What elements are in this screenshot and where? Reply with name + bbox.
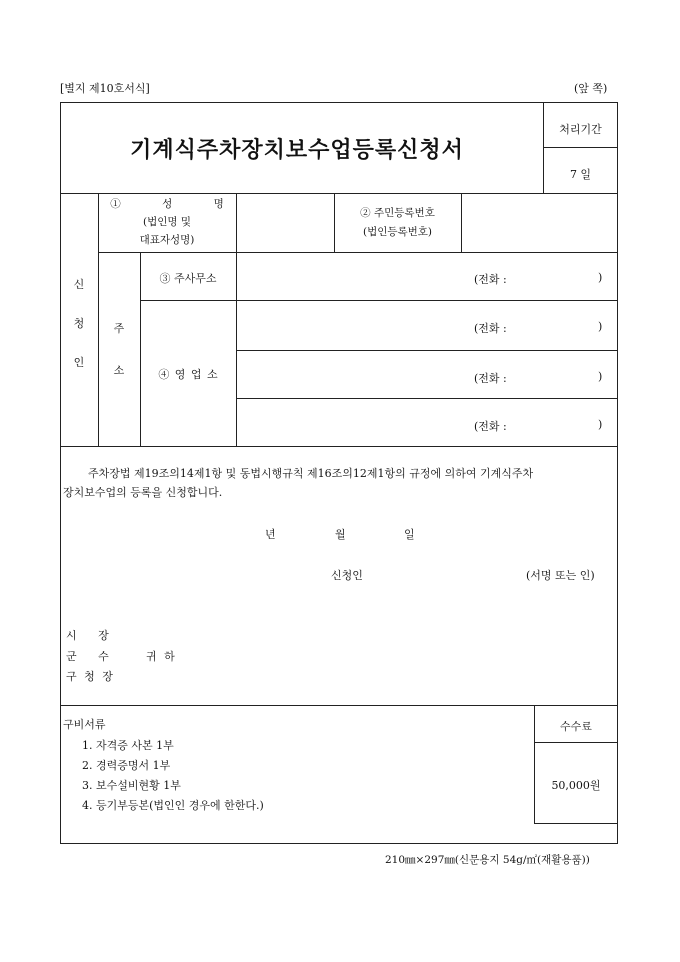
document-item: 4. 등기부등본(법인인 경우에 한한다.) <box>82 799 264 812</box>
corp-id-number-label: (법인등록번호) <box>362 226 433 238</box>
phone-close: ) <box>598 320 603 333</box>
date-day-label: 일 <box>404 528 415 541</box>
document-item: 2. 경력증명서 1부 <box>82 759 171 772</box>
page-side-label: (앞 쪽) <box>574 82 608 95</box>
phone-label: (전화 : <box>474 322 507 335</box>
recipient-governor: 군 수 <box>66 650 109 663</box>
name-field[interactable] <box>238 195 332 250</box>
paper-spec-footer: 210㎜×297㎜(신문용지 54g/㎡(재활용품)) <box>385 854 590 866</box>
recipient-mayor: 시 장 <box>66 629 109 642</box>
form-number: [별지 제10호서식] <box>60 82 150 95</box>
main-office-address-field[interactable] <box>238 254 616 298</box>
processing-period-label: 처리기간 <box>559 123 602 136</box>
name-label-corp: (법인명 및 <box>142 216 191 228</box>
main-office-label: ③ 주사무소 <box>159 272 217 285</box>
id-number-field[interactable] <box>463 195 616 250</box>
document-item: 3. 보수설비현황 1부 <box>82 779 181 792</box>
name-label-rep: 대표자성명) <box>139 234 195 246</box>
address-label-1: 주 <box>113 322 125 335</box>
processing-period-value: 7 일 <box>569 168 592 181</box>
applicant-label-3: 인 <box>73 356 85 369</box>
date-month-label: 월 <box>335 528 346 541</box>
applicant-label-2: 청 <box>73 317 85 330</box>
declaration-line-1: 주차장법 제19조의14제1항 및 동법시행규칙 제16조의12제1항의 규정에 의하여 기계식주차 <box>88 467 534 480</box>
document-item: 1. 자격증 사본 1부 <box>82 739 174 752</box>
documents-heading: 구비서류 <box>63 718 106 731</box>
business-address-field-2[interactable] <box>238 352 616 396</box>
applicant-sign-label: 신청인 <box>331 569 363 582</box>
recipient-honorific: 귀 하 <box>146 650 175 663</box>
signature-label: (서명 또는 인) <box>526 569 595 582</box>
name-label: ① 성 명 <box>110 198 224 210</box>
date-year-label: 년 <box>265 528 276 541</box>
phone-close: ) <box>598 271 603 284</box>
declaration-line-2: 장치보수업의 등록을 신청합니다. <box>63 486 223 499</box>
address-label-2: 소 <box>113 364 125 377</box>
fee-value: 50,000원 <box>551 779 601 792</box>
id-number-label: ② 주민등록번호 <box>360 207 435 219</box>
phone-label: (전화 : <box>474 273 507 286</box>
recipient-district: 구 청 장 <box>66 670 113 683</box>
business-office-label: ④ 영 업 소 <box>158 368 218 381</box>
fee-label: 수수료 <box>560 720 592 733</box>
form-title: 기계식주차장치보수업등록신청서 <box>130 138 464 163</box>
applicant-label-1: 신 <box>73 278 85 291</box>
phone-close: ) <box>598 370 603 383</box>
phone-close: ) <box>598 418 603 431</box>
phone-label: (전화 : <box>474 372 507 385</box>
business-address-field-3[interactable] <box>238 400 616 444</box>
business-address-field-1[interactable] <box>238 302 616 348</box>
phone-label: (전화 : <box>474 420 507 433</box>
